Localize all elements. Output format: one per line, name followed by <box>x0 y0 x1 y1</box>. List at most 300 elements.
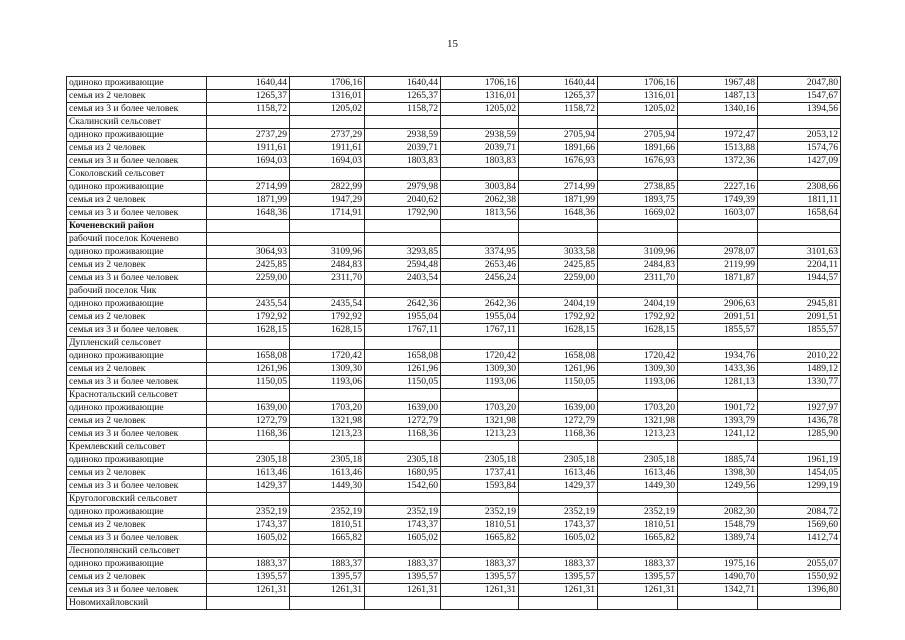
household-category-cell: одиноко проживающие <box>67 181 207 194</box>
value-cell: 1158,72 <box>519 103 598 116</box>
value-cell <box>758 389 841 402</box>
value-cell: 2352,19 <box>365 506 441 519</box>
value-cell: 1743,37 <box>519 519 598 532</box>
value-cell: 2091,51 <box>678 311 758 324</box>
value-cell: 2642,36 <box>365 298 441 311</box>
value-cell <box>441 285 519 298</box>
value-cell: 2311,70 <box>290 272 365 285</box>
value-cell: 1261,31 <box>207 584 290 597</box>
value-cell: 1261,96 <box>365 363 441 376</box>
value-cell: 1547,67 <box>758 90 841 103</box>
value-cell: 1927,97 <box>758 402 841 415</box>
value-cell: 2352,19 <box>290 506 365 519</box>
value-cell: 1309,30 <box>290 363 365 376</box>
value-cell: 1281,13 <box>678 376 758 389</box>
value-cell <box>441 168 519 181</box>
table-row <box>67 298 841 311</box>
value-cell: 1885,74 <box>678 454 758 467</box>
value-cell: 1767,11 <box>365 324 441 337</box>
household-category-cell: одиноко проживающие <box>67 77 207 90</box>
section-header-row <box>67 168 841 181</box>
value-cell: 1680,95 <box>365 467 441 480</box>
value-cell: 1605,02 <box>207 532 290 545</box>
value-cell <box>758 545 841 558</box>
value-cell: 1749,39 <box>678 194 758 207</box>
value-cell: 1342,71 <box>678 584 758 597</box>
table-row <box>67 142 841 155</box>
value-cell <box>598 285 678 298</box>
table-row <box>67 246 841 259</box>
value-cell: 2938,59 <box>365 129 441 142</box>
value-cell: 1669,02 <box>598 207 678 220</box>
value-cell: 1613,46 <box>207 467 290 480</box>
value-cell: 2204,11 <box>758 259 841 272</box>
value-cell: 1372,36 <box>678 155 758 168</box>
household-category-cell: одиноко проживающие <box>67 454 207 467</box>
section-header-row <box>67 597 841 610</box>
household-category-cell: семья из 2 человек <box>67 311 207 324</box>
value-cell: 1395,57 <box>598 571 678 584</box>
value-cell: 1213,23 <box>598 428 678 441</box>
value-cell: 1330,77 <box>758 376 841 389</box>
value-cell: 2714,99 <box>207 181 290 194</box>
value-cell <box>758 285 841 298</box>
value-cell: 1168,36 <box>365 428 441 441</box>
value-cell: 1871,99 <box>519 194 598 207</box>
value-cell: 3109,96 <box>598 246 678 259</box>
value-cell: 1813,56 <box>441 207 519 220</box>
value-cell: 2311,70 <box>598 272 678 285</box>
tariff-table <box>66 76 841 610</box>
value-cell: 1639,00 <box>207 402 290 415</box>
value-cell <box>519 116 598 129</box>
value-cell: 1648,36 <box>207 207 290 220</box>
value-cell <box>519 337 598 350</box>
value-cell: 1548,79 <box>678 519 758 532</box>
value-cell <box>290 545 365 558</box>
value-cell: 1249,56 <box>678 480 758 493</box>
value-cell: 1613,46 <box>290 467 365 480</box>
value-cell: 1883,37 <box>365 558 441 571</box>
settlement-name-cell: рабочий поселок Коченево <box>67 233 207 246</box>
value-cell: 2404,19 <box>519 298 598 311</box>
value-cell <box>290 389 365 402</box>
page-number: 15 <box>447 38 458 50</box>
value-cell: 1703,20 <box>598 402 678 415</box>
table-row <box>67 194 841 207</box>
value-cell: 2010,22 <box>758 350 841 363</box>
value-cell: 2403,54 <box>365 272 441 285</box>
household-category-cell: одиноко проживающие <box>67 129 207 142</box>
value-cell <box>519 233 598 246</box>
household-category-cell: семья из 3 и более человек <box>67 324 207 337</box>
value-cell: 2305,18 <box>207 454 290 467</box>
value-cell: 2738,85 <box>598 181 678 194</box>
table-row <box>67 584 841 597</box>
value-cell: 1394,56 <box>758 103 841 116</box>
value-cell <box>207 233 290 246</box>
value-cell: 2737,29 <box>290 129 365 142</box>
value-cell: 1205,02 <box>290 103 365 116</box>
value-cell: 1955,04 <box>441 311 519 324</box>
household-category-cell: одиноко проживающие <box>67 350 207 363</box>
value-cell <box>290 285 365 298</box>
value-cell <box>290 597 365 610</box>
value-cell: 1810,51 <box>290 519 365 532</box>
value-cell: 1855,57 <box>758 324 841 337</box>
value-cell: 1639,00 <box>519 402 598 415</box>
household-category-cell: семья из 2 человек <box>67 363 207 376</box>
value-cell: 2642,36 <box>441 298 519 311</box>
value-cell: 1158,72 <box>365 103 441 116</box>
value-cell: 2435,54 <box>207 298 290 311</box>
value-cell: 2435,54 <box>290 298 365 311</box>
value-cell: 1436,78 <box>758 415 841 428</box>
table-row <box>67 571 841 584</box>
settlement-name-cell: Скалинский сельсовет <box>67 116 207 129</box>
value-cell: 2594,48 <box>365 259 441 272</box>
value-cell <box>207 441 290 454</box>
value-cell <box>678 493 758 506</box>
value-cell <box>365 220 441 233</box>
value-cell: 1395,57 <box>441 571 519 584</box>
value-cell <box>441 493 519 506</box>
household-category-cell: семья из 3 и более человек <box>67 103 207 116</box>
value-cell: 1241,12 <box>678 428 758 441</box>
value-cell: 2352,19 <box>598 506 678 519</box>
value-cell <box>207 285 290 298</box>
value-cell: 2305,18 <box>290 454 365 467</box>
value-cell <box>758 220 841 233</box>
value-cell <box>758 597 841 610</box>
value-cell: 1658,64 <box>758 207 841 220</box>
value-cell <box>207 597 290 610</box>
value-cell <box>519 389 598 402</box>
value-cell: 1628,15 <box>598 324 678 337</box>
value-cell <box>365 597 441 610</box>
value-cell: 1395,57 <box>207 571 290 584</box>
household-category-cell: семья из 3 и более человек <box>67 480 207 493</box>
value-cell: 1309,30 <box>598 363 678 376</box>
value-cell: 1272,79 <box>365 415 441 428</box>
value-cell: 1603,07 <box>678 207 758 220</box>
value-cell: 2305,18 <box>441 454 519 467</box>
value-cell <box>441 545 519 558</box>
table-row <box>67 363 841 376</box>
value-cell: 1967,48 <box>678 77 758 90</box>
value-cell: 1193,06 <box>290 376 365 389</box>
value-cell: 1703,20 <box>290 402 365 415</box>
value-cell: 1640,44 <box>207 77 290 90</box>
value-cell: 1449,30 <box>290 480 365 493</box>
settlement-name-cell: Кремлевский сельсовет <box>67 441 207 454</box>
value-cell: 1316,01 <box>598 90 678 103</box>
value-cell <box>519 285 598 298</box>
table-row <box>67 402 841 415</box>
value-cell: 1396,80 <box>758 584 841 597</box>
table-body <box>67 77 841 610</box>
household-category-cell: семья из 3 и более человек <box>67 272 207 285</box>
value-cell: 1150,05 <box>519 376 598 389</box>
value-cell: 1454,05 <box>758 467 841 480</box>
value-cell: 1911,61 <box>290 142 365 155</box>
value-cell: 1694,03 <box>207 155 290 168</box>
value-cell: 2404,19 <box>598 298 678 311</box>
value-cell: 2714,99 <box>519 181 598 194</box>
value-cell <box>365 545 441 558</box>
household-category-cell: одиноко проживающие <box>67 298 207 311</box>
value-cell: 1883,37 <box>207 558 290 571</box>
value-cell: 1706,16 <box>441 77 519 90</box>
value-cell: 1429,37 <box>519 480 598 493</box>
value-cell: 1955,04 <box>365 311 441 324</box>
household-category-cell: семья из 3 и более человек <box>67 532 207 545</box>
value-cell <box>519 441 598 454</box>
value-cell: 1299,19 <box>758 480 841 493</box>
value-cell: 1550,92 <box>758 571 841 584</box>
table-row <box>67 506 841 519</box>
value-cell <box>290 441 365 454</box>
value-cell: 1883,37 <box>290 558 365 571</box>
value-cell: 1665,82 <box>441 532 519 545</box>
household-category-cell: семья из 3 и более человек <box>67 428 207 441</box>
value-cell: 1158,72 <box>207 103 290 116</box>
table-row <box>67 428 841 441</box>
value-cell: 1792,92 <box>290 311 365 324</box>
table-row <box>67 415 841 428</box>
value-cell: 2705,94 <box>598 129 678 142</box>
value-cell <box>207 389 290 402</box>
table-row <box>67 558 841 571</box>
settlement-name-cell: Краснотальский сельсовет <box>67 389 207 402</box>
table-row <box>67 207 841 220</box>
value-cell: 1803,83 <box>365 155 441 168</box>
section-header-row <box>67 337 841 350</box>
value-cell: 1168,36 <box>519 428 598 441</box>
household-category-cell: семья из 2 человек <box>67 90 207 103</box>
value-cell: 1891,66 <box>519 142 598 155</box>
value-cell: 1574,76 <box>758 142 841 155</box>
table-row <box>67 272 841 285</box>
section-header-row <box>67 493 841 506</box>
value-cell: 2305,18 <box>598 454 678 467</box>
value-cell: 2352,19 <box>519 506 598 519</box>
value-cell: 1893,75 <box>598 194 678 207</box>
household-category-cell: семья из 2 человек <box>67 467 207 480</box>
value-cell: 1658,08 <box>519 350 598 363</box>
value-cell: 1542,60 <box>365 480 441 493</box>
value-cell <box>290 233 365 246</box>
value-cell: 2705,94 <box>519 129 598 142</box>
table-row <box>67 519 841 532</box>
district-header-row <box>67 220 841 233</box>
value-cell <box>758 233 841 246</box>
section-header-row <box>67 545 841 558</box>
value-cell: 1398,30 <box>678 467 758 480</box>
section-header-row <box>67 441 841 454</box>
value-cell: 1429,37 <box>207 480 290 493</box>
value-cell: 1810,51 <box>598 519 678 532</box>
household-category-cell: одиноко проживающие <box>67 506 207 519</box>
value-cell <box>758 116 841 129</box>
value-cell <box>365 233 441 246</box>
value-cell: 1628,15 <box>519 324 598 337</box>
value-cell: 1639,00 <box>365 402 441 415</box>
value-cell <box>290 493 365 506</box>
value-cell <box>678 441 758 454</box>
value-cell <box>519 493 598 506</box>
value-cell: 2978,07 <box>678 246 758 259</box>
settlement-name-cell: Соколовский сельсовет <box>67 168 207 181</box>
table-row <box>67 467 841 480</box>
value-cell: 2425,85 <box>519 259 598 272</box>
value-cell <box>598 493 678 506</box>
value-cell <box>365 493 441 506</box>
value-cell: 1720,42 <box>441 350 519 363</box>
value-cell <box>441 389 519 402</box>
value-cell <box>519 220 598 233</box>
value-cell: 1309,30 <box>441 363 519 376</box>
value-cell: 1855,57 <box>678 324 758 337</box>
value-cell: 1272,79 <box>519 415 598 428</box>
value-cell: 2040,62 <box>365 194 441 207</box>
table-row <box>67 311 841 324</box>
value-cell: 1605,02 <box>519 532 598 545</box>
household-category-cell: семья из 3 и более человек <box>67 207 207 220</box>
value-cell <box>207 116 290 129</box>
household-category-cell: семья из 3 и более человек <box>67 155 207 168</box>
value-cell: 1792,90 <box>365 207 441 220</box>
value-cell <box>441 116 519 129</box>
value-cell: 1205,02 <box>598 103 678 116</box>
value-cell: 1883,37 <box>598 558 678 571</box>
value-cell <box>365 441 441 454</box>
household-category-cell: семья из 2 человек <box>67 571 207 584</box>
value-cell: 2259,00 <box>519 272 598 285</box>
value-cell: 2425,85 <box>207 259 290 272</box>
value-cell: 1321,98 <box>598 415 678 428</box>
value-cell <box>678 116 758 129</box>
value-cell: 1433,36 <box>678 363 758 376</box>
value-cell <box>678 597 758 610</box>
value-cell: 2119,99 <box>678 259 758 272</box>
value-cell <box>598 233 678 246</box>
value-cell: 1720,42 <box>598 350 678 363</box>
value-cell: 1640,44 <box>365 77 441 90</box>
value-cell <box>207 168 290 181</box>
settlement-name-cell: Леснополянский сельсовет <box>67 545 207 558</box>
value-cell: 1883,37 <box>441 558 519 571</box>
value-cell <box>598 168 678 181</box>
value-cell <box>598 116 678 129</box>
settlement-name-cell: Новомихайловский <box>67 597 207 610</box>
value-cell: 1911,61 <box>207 142 290 155</box>
section-header-row <box>67 285 841 298</box>
table-row <box>67 90 841 103</box>
value-cell: 1706,16 <box>598 77 678 90</box>
value-cell: 1605,02 <box>365 532 441 545</box>
value-cell: 1901,72 <box>678 402 758 415</box>
value-cell: 2084,72 <box>758 506 841 519</box>
value-cell: 1261,96 <box>519 363 598 376</box>
section-header-row <box>67 389 841 402</box>
value-cell: 1316,01 <box>290 90 365 103</box>
value-cell: 1593,84 <box>441 480 519 493</box>
household-category-cell: семья из 2 человек <box>67 415 207 428</box>
value-cell <box>441 337 519 350</box>
value-cell <box>290 168 365 181</box>
table-row <box>67 454 841 467</box>
value-cell: 1947,29 <box>290 194 365 207</box>
value-cell <box>441 597 519 610</box>
value-cell: 3033,58 <box>519 246 598 259</box>
value-cell: 2653,46 <box>441 259 519 272</box>
value-cell <box>678 337 758 350</box>
household-category-cell: семья из 3 и более человек <box>67 584 207 597</box>
value-cell: 2456,24 <box>441 272 519 285</box>
table-row <box>67 532 841 545</box>
value-cell: 2305,18 <box>365 454 441 467</box>
value-cell: 1944,57 <box>758 272 841 285</box>
value-cell <box>207 493 290 506</box>
value-cell: 1640,44 <box>519 77 598 90</box>
value-cell: 1743,37 <box>365 519 441 532</box>
value-cell: 1658,08 <box>207 350 290 363</box>
value-cell: 1792,92 <box>598 311 678 324</box>
value-cell <box>678 545 758 558</box>
section-header-row <box>67 233 841 246</box>
value-cell: 1261,31 <box>441 584 519 597</box>
household-category-cell: одиноко проживающие <box>67 558 207 571</box>
value-cell <box>758 441 841 454</box>
value-cell: 2352,19 <box>441 506 519 519</box>
value-cell: 1720,42 <box>290 350 365 363</box>
value-cell: 2053,12 <box>758 129 841 142</box>
value-cell <box>598 220 678 233</box>
value-cell: 1628,15 <box>290 324 365 337</box>
value-cell: 1168,36 <box>207 428 290 441</box>
value-cell: 1975,16 <box>678 558 758 571</box>
value-cell: 2082,30 <box>678 506 758 519</box>
value-cell: 2047,80 <box>758 77 841 90</box>
value-cell: 1427,09 <box>758 155 841 168</box>
value-cell: 1261,31 <box>519 584 598 597</box>
value-cell <box>365 337 441 350</box>
table-row <box>67 376 841 389</box>
value-cell: 1449,30 <box>598 480 678 493</box>
value-cell: 1658,08 <box>365 350 441 363</box>
value-cell: 2039,71 <box>365 142 441 155</box>
value-cell: 1487,13 <box>678 90 758 103</box>
value-cell: 1891,66 <box>598 142 678 155</box>
table-row <box>67 350 841 363</box>
household-category-cell: семья из 2 человек <box>67 259 207 272</box>
table-row <box>67 155 841 168</box>
value-cell: 1737,41 <box>441 467 519 480</box>
value-cell: 3064,93 <box>207 246 290 259</box>
table-row <box>67 259 841 272</box>
value-cell: 1193,06 <box>441 376 519 389</box>
value-cell <box>365 168 441 181</box>
value-cell: 1871,87 <box>678 272 758 285</box>
table-row <box>67 103 841 116</box>
value-cell: 2308,66 <box>758 181 841 194</box>
value-cell: 1613,46 <box>598 467 678 480</box>
value-cell: 1706,16 <box>290 77 365 90</box>
value-cell: 2822,99 <box>290 181 365 194</box>
value-cell: 2062,38 <box>441 194 519 207</box>
value-cell <box>207 337 290 350</box>
